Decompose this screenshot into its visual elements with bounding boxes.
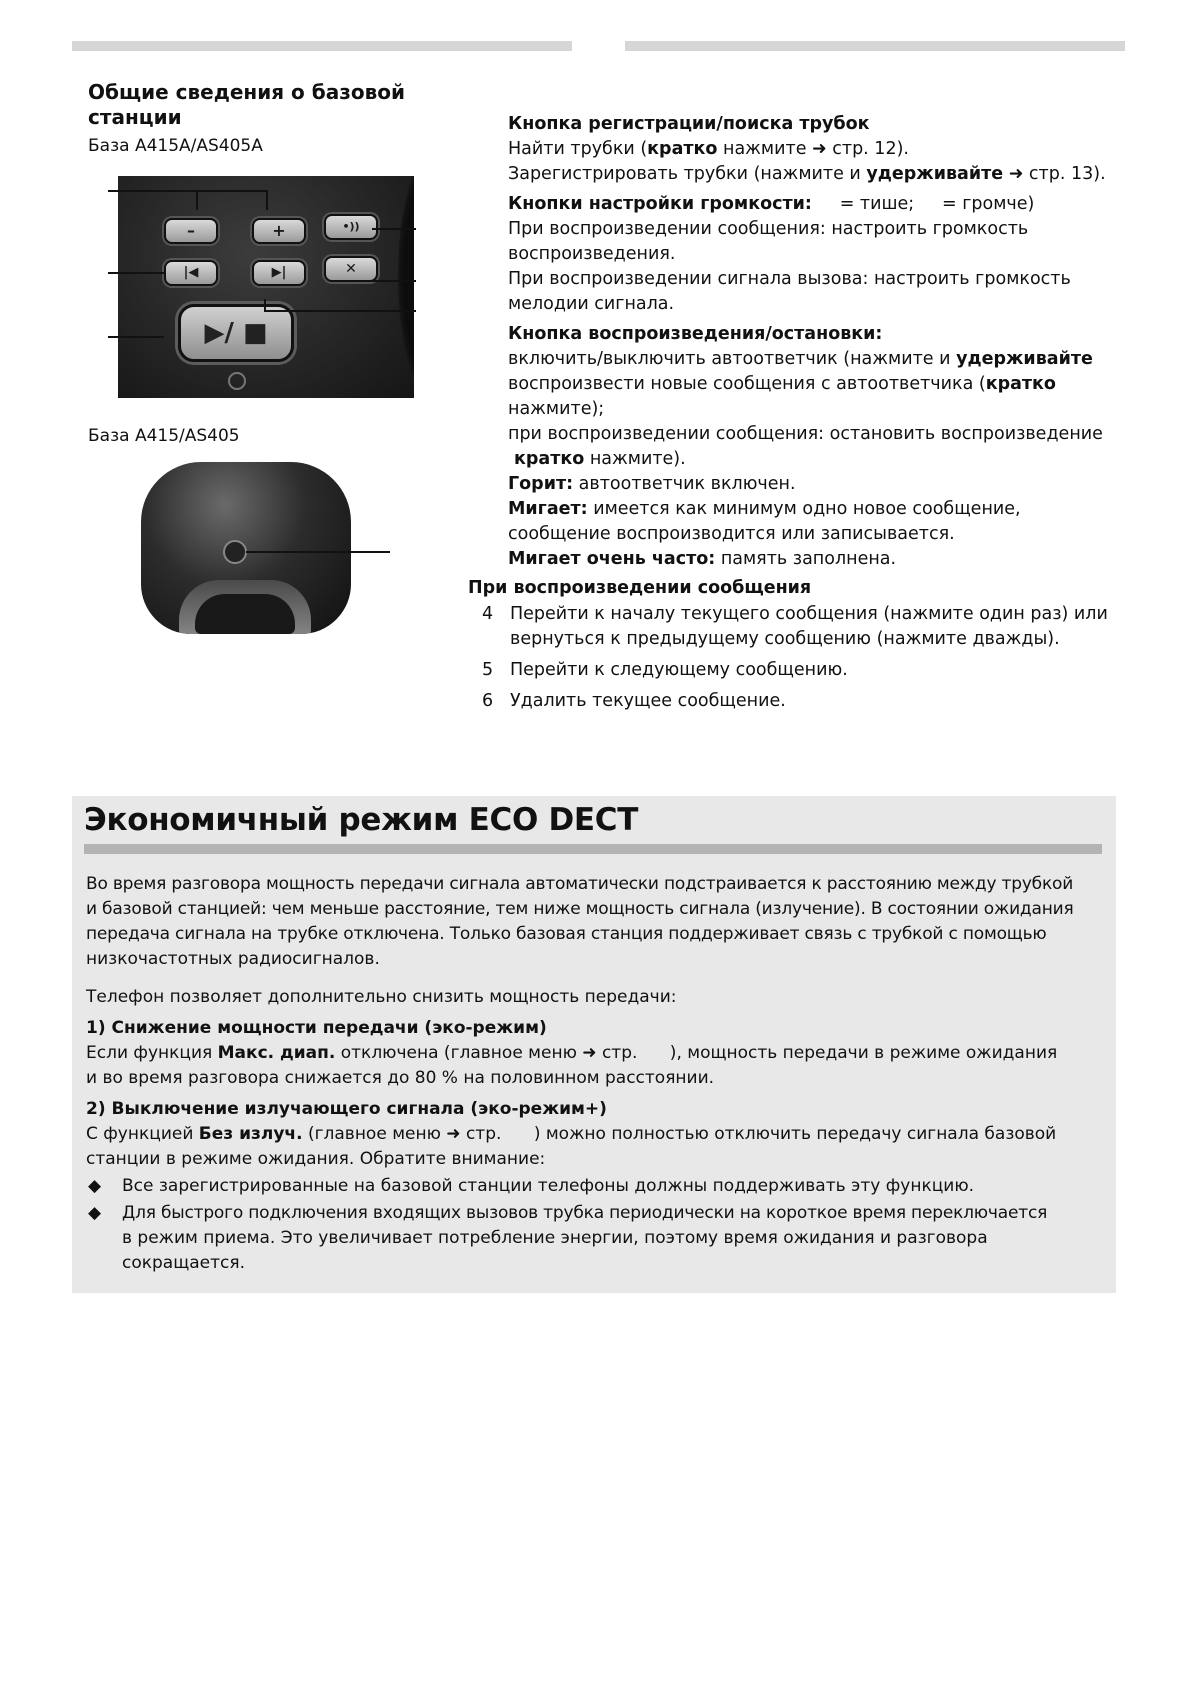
callout-line bbox=[108, 272, 164, 274]
section-title-line2: станции bbox=[88, 105, 182, 129]
list-item bbox=[482, 689, 1122, 714]
text: С функцией bbox=[86, 1124, 199, 1144]
list-item-continued: вернуться к предыдущему сообщению (нажмите дважды). bbox=[510, 629, 1060, 649]
item-number: 5 bbox=[482, 660, 494, 680]
eco-s1-line1 bbox=[86, 1041, 1111, 1066]
play-title: Кнопка воспроизведения/остановки: bbox=[508, 324, 883, 344]
callout-line bbox=[372, 228, 416, 230]
bullet-text: Все зарегистрированные на базовой станции телефоны должны поддерживать эту функцию. bbox=[122, 1176, 975, 1196]
playback-title: При воспроизведении сообщения bbox=[468, 578, 812, 598]
bold-text: кратко bbox=[985, 374, 1056, 394]
text: включить/выключить автоответчик (нажмите и bbox=[508, 349, 957, 369]
text: Зарегистрировать трубки (нажмите и bbox=[508, 164, 867, 184]
text: нажмите). bbox=[584, 449, 686, 469]
eco-rule bbox=[84, 844, 1102, 854]
eco-body bbox=[86, 872, 1111, 1276]
bullet-text-line3: сокращается. bbox=[122, 1253, 245, 1273]
callout-line bbox=[264, 310, 416, 312]
callout-line bbox=[368, 280, 416, 282]
callout-line bbox=[246, 551, 390, 553]
volume-line2: воспроизведения. bbox=[508, 244, 676, 264]
item-text: Перейти к началу текущего сообщения (нажмите один раз) или bbox=[510, 604, 1108, 624]
right-column bbox=[508, 112, 1128, 572]
text: нажмите ➜ стр. 12). bbox=[717, 139, 909, 159]
eco-s2-title: 2) Выключение излучающего сигнала (эко-режим+) bbox=[86, 1099, 607, 1119]
eco-s2-line1 bbox=[86, 1122, 1111, 1147]
play-line3: нажмите); bbox=[508, 399, 605, 419]
diamond-bullet-icon: ◆ bbox=[88, 1203, 102, 1223]
callout-line bbox=[108, 190, 268, 192]
registration-line1 bbox=[508, 137, 1128, 162]
eco-p1-line4: низкочастотных радиосигналов. bbox=[86, 949, 380, 969]
next-button[interactable]: ▶| bbox=[252, 260, 306, 286]
item-text: Удалить текущее сообщение. bbox=[510, 691, 786, 711]
volume-line4: мелодии сигнала. bbox=[508, 294, 675, 314]
registration-title: Кнопка регистрации/поиска трубок bbox=[508, 114, 870, 134]
power-icon bbox=[228, 372, 246, 390]
led-blink-line2: сообщение воспроизводится или записывается. bbox=[508, 524, 955, 544]
volume-up-button[interactable]: + bbox=[252, 218, 306, 244]
led-indicator bbox=[223, 540, 247, 564]
bold-text: кратко bbox=[514, 449, 585, 469]
text: = тише; = громче) bbox=[811, 194, 1035, 214]
text: Если функция bbox=[86, 1043, 218, 1063]
cradle bbox=[179, 580, 311, 634]
bold-text: удерживайте bbox=[956, 349, 1093, 369]
bold-text: Кнопки настройки громкости: bbox=[508, 194, 812, 214]
text: автоответчик включен. bbox=[573, 474, 796, 494]
item-number: 4 bbox=[482, 604, 494, 624]
volume-line3: При воспроизведении сигнала вызова: настроить громкость bbox=[508, 269, 1071, 289]
bullet-text-line1: Для быстрого подключения входящих вызовов трубка периодически на короткое время переключается bbox=[122, 1203, 1048, 1223]
bold-text: Мигает: bbox=[508, 499, 588, 519]
item-text: Перейти к следующему сообщению. bbox=[510, 660, 848, 680]
callout-line bbox=[266, 190, 268, 210]
led-fast-line bbox=[508, 547, 1128, 572]
bullet-item bbox=[86, 1174, 1111, 1199]
list-item bbox=[482, 658, 1122, 683]
eco-p1-line1: Во время разговора мощность передачи сигнала автоматически подстраивается к расстоянию между трубкой bbox=[86, 874, 1074, 894]
diamond-bullet-icon: ◆ bbox=[88, 1176, 102, 1196]
text: (главное меню ➜ стр. ) можно полностью отключить передачу сигнала базовой bbox=[302, 1124, 1057, 1144]
bold-text: кратко bbox=[647, 139, 718, 159]
previous-button[interactable]: |◀ bbox=[164, 260, 218, 286]
list-item bbox=[482, 602, 1122, 627]
bullet-item bbox=[86, 1201, 1111, 1276]
text: имеется как минимум одно новое сообщение, bbox=[587, 499, 1021, 519]
page-button[interactable]: •)) bbox=[324, 214, 378, 240]
bold-text: Без излуч. bbox=[198, 1124, 303, 1144]
registration-line2 bbox=[508, 162, 1128, 187]
section-title bbox=[88, 80, 448, 130]
play-line1 bbox=[508, 347, 1128, 372]
play-stop-button[interactable]: ▶/ ■ bbox=[178, 304, 294, 362]
bold-text: Макс. диап. bbox=[217, 1043, 336, 1063]
play-line5 bbox=[508, 447, 1128, 472]
led-blink-line bbox=[508, 497, 1128, 522]
playback-list bbox=[482, 602, 1122, 714]
eco-s1-title: 1) Снижение мощности передачи (эко-режим) bbox=[86, 1018, 547, 1038]
base-rim bbox=[398, 176, 414, 398]
header-bar-left bbox=[72, 41, 572, 51]
text: отключена (главное меню ➜ стр. ), мощность передачи в режиме ожидания bbox=[335, 1043, 1058, 1063]
base-station-photo bbox=[141, 462, 351, 634]
led-on-line bbox=[508, 472, 1128, 497]
eco-p1-line2: и базовой станцией: чем меньше расстояние, тем ниже мощность сигнала (излучение). В состоянии ожидания bbox=[86, 899, 1074, 919]
bold-text: Мигает очень часто: bbox=[508, 549, 716, 569]
play-line4: при воспроизведении сообщения: остановить воспроизведение bbox=[508, 424, 1103, 444]
delete-button[interactable]: ✕ bbox=[324, 256, 378, 282]
volume-title bbox=[508, 192, 1128, 217]
eco-p1-line3: передача сигнала на трубке отключена. Только базовая станция поддерживает связь с трубкой с помощью bbox=[86, 924, 1047, 944]
eco-s1-line2: и во время разговора снижается до 80 % на половинном расстоянии. bbox=[86, 1068, 715, 1088]
caption-base-a415: База A415/AS405 bbox=[88, 426, 240, 446]
callout-line bbox=[108, 336, 164, 338]
text: Найти трубки ( bbox=[508, 139, 648, 159]
text: ➜ стр. 13). bbox=[1003, 164, 1106, 184]
callout-line bbox=[196, 190, 198, 210]
text: память заполнена. bbox=[715, 549, 897, 569]
bold-text: Горит: bbox=[508, 474, 574, 494]
header-bar-right bbox=[625, 41, 1125, 51]
volume-line1: При воспроизведении сообщения: настроить громкость bbox=[508, 219, 1029, 239]
bold-text: удерживайте bbox=[866, 164, 1004, 184]
item-number: 6 bbox=[482, 691, 494, 711]
eco-p2: Телефон позволяет дополнительно снизить мощность передачи: bbox=[86, 987, 677, 1007]
section-title-line1: Общие сведения о базовой bbox=[88, 80, 405, 104]
caption-base-a415a: База A415A/AS405A bbox=[88, 136, 263, 156]
eco-dect-section bbox=[72, 796, 1116, 1293]
bullet-text-line2: в режим приема. Это увеличивает потребление энергии, поэтому время ожидания и разговора bbox=[122, 1228, 988, 1248]
eco-title: Экономичный режим ECO DECT bbox=[84, 802, 639, 838]
volume-down-button[interactable]: – bbox=[164, 218, 218, 244]
eco-s2-line2: станции в режиме ожидания. Обратите внимание: bbox=[86, 1149, 546, 1169]
play-line2 bbox=[508, 372, 1128, 397]
text: воспроизвести новые сообщения с автоответчика ( bbox=[508, 374, 986, 394]
